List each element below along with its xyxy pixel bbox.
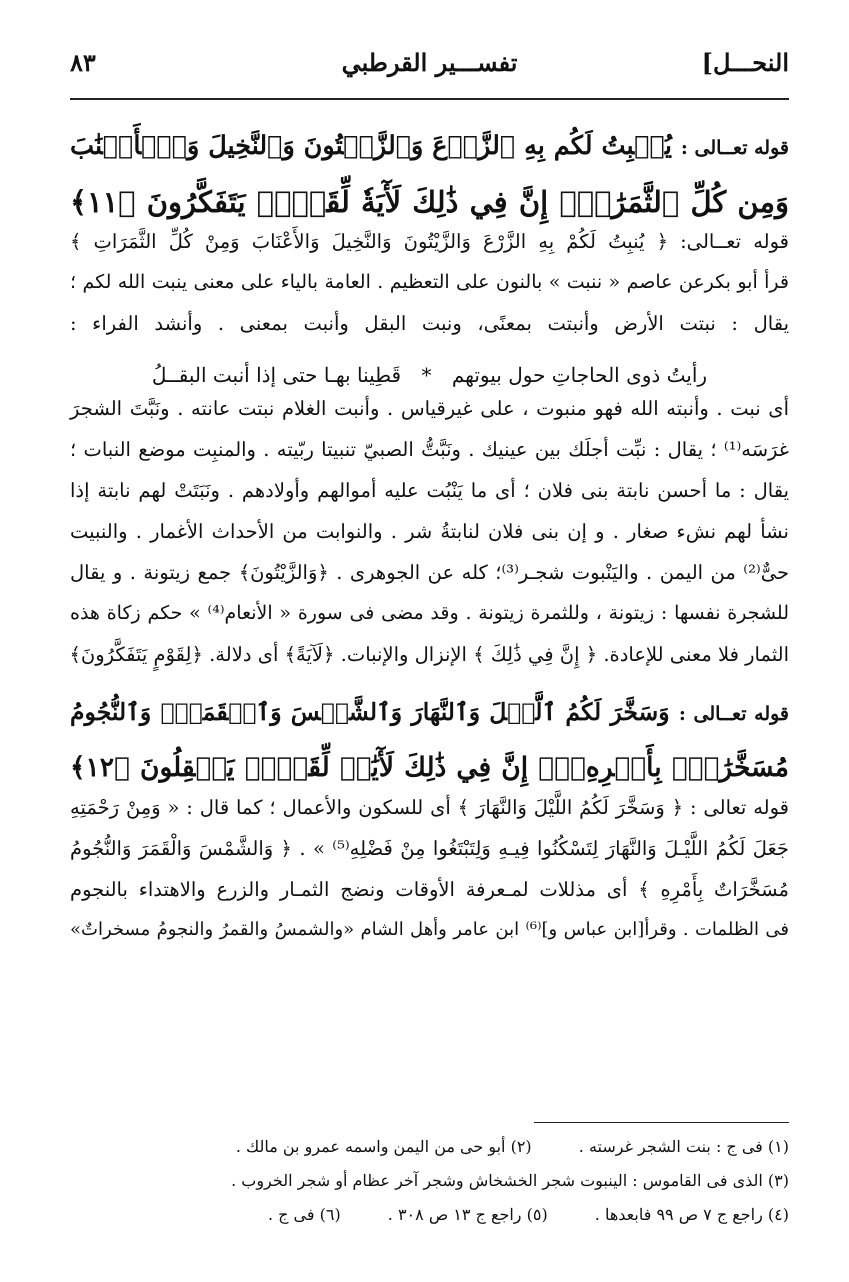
header-divider (70, 98, 789, 100)
verse-11-text-1: يُنۢبِتُ لَكُم بِهِ ٱلزَّرۡعَ وَٱلزَّيۡتُونَ وَٱلنَّخِيلَ وَٱلۡأَعۡنَٰبَ (70, 131, 672, 161)
footnote: (١) فى ج : بنت الشجر غرسته . (578, 1137, 789, 1156)
commentary-line: فى الظلمات . وقرأ[ابن عباس و]⁽⁶⁾ ابن عامر وأهل الشام «والشمسُ والقمرُ والنجومُ مسخراتٌ» (70, 919, 789, 940)
commentary-line: الثمار فلا معنى للإعادة. ﴿ إِنَّ فِي ذَٰلِكَ ﴾ الإنزال والإنبات. ﴿لَآيَةً﴾ أى دلالة. ﴿لِقَوْمٍ يَتَفَكَّرُونَ﴾ (69, 643, 789, 666)
poem-separator: * (421, 363, 432, 387)
commentary-line: يقال : نبتت الأرض وأنبتت بمعنًى، ونبت البقل وأنبت بمعنى . وأنشد الفراء : (70, 312, 789, 335)
footnote-line (130, 1164, 789, 1198)
footnote-line (130, 1198, 789, 1232)
commentary-line: مُسَخَّرَاتٌ بِأَمْرِهِ ﴾ أى مذللات لمـعرفة الأوقات ونضج الثمـار والزرع والاهتداء بالنجوم (70, 878, 789, 901)
commentary-line: جَعَلَ لَكُمُ اللَّيْـلَ وَالنَّهَارَ لِتَسْكُنُوا فِيـهِ وَلِتَبْتَغُوا مِنْ فَضْلِهِ⁽⁵⁾ » . ﴿ وَالشَّمْسَ وَالْقَمَرَ وَالنُّجُومُ (70, 837, 789, 860)
verse-12-intro: قوله تعــالى : (678, 703, 790, 725)
footnote: (٢) أبو حى من اليمن واسمه عمرو بن مالك . (235, 1137, 532, 1156)
footnote: (٤) راجع ج ٧ ص ٩٩ فابعدها . (594, 1205, 789, 1224)
footnote: (٣) الذى فى القاموس : الينبوت شجر الخشخاش وشجر آخر عظام أو شجر الخروب . (231, 1171, 789, 1190)
running-header (70, 48, 789, 88)
verse-12-line-1 (70, 684, 789, 740)
footnote: (٦) فى ج . (267, 1205, 341, 1224)
poem-second-hemistich: قَطِينا بهـا حتى إذا أنبت البقــلُ (151, 363, 402, 387)
page-body (70, 118, 789, 960)
commentary-line: قوله تعــالى: ﴿ يُنبِتُ لَكُمْ بِهِ الزَّرْعَ وَالزَّيْتُونَ وَالنَّخِيلَ وَالأَعْنَابَ وَمِنْ كُلِّ الثَّمَرَاتِ ﴾ (70, 230, 789, 253)
surah-name: النحـــل] (701, 48, 789, 77)
commentary-line: أى نبت . وأنبته الله فهو منبوت ، على غيرقياس . وأنبت الغلام نبتت عانته . ونَبَّتَ الشجرَ (70, 397, 789, 420)
book-title: تفســـير القرطبي (341, 48, 518, 77)
footnotes (130, 1130, 789, 1232)
verse-11-line-2: وَمِن كُلِّ ٱلثَّمَرَٰتِۚ إِنَّ فِي ذَٰلِكَ لَأٓيَةٗ لِّقَوۡمٖ يَتَفَكَّرُونَ ﴿١١﴾ (70, 185, 789, 219)
commentary-line: للشجرة نفسها : زيتونة ، وللثمرة زيتونة . وقد مضى فى سورة « الأنعام⁽⁴⁾ » حكم زكاة هذه (70, 602, 789, 624)
commentary-line: غرَسَه⁽¹⁾ ؛ يقال : نبِّت أجلَك بين عينيك . ونَبَّتُّ الصبيّ تنبيتا ربّيته . والمنبِت موضع النبات ؛ (70, 438, 789, 461)
verse-12-line-2: مُسَخَّرَٰتُۢ بِأَمۡرِهِۦٓۚ إِنَّ فِي ذَٰلِكَ لَأٓيَٰتٖ لِّقَوۡمٖ يَعۡقِلُونَ ﴿١٢﴾ (70, 752, 789, 783)
commentary-line: حىٌّ⁽²⁾ من اليمن . واليَنْبوت شجـر⁽³⁾؛ كله عن الجوهرى . ﴿وَالزَّيْتُونَ﴾ جمع زيتونة . و يقال (70, 561, 790, 584)
commentary-line: قرأ أبو بكرعن عاصم « ننبت » بالنون على التعظيم . العامة بالياء على معنى ينبت الله لكم ؛ (70, 271, 789, 293)
commentary-line: يقال : ما أحسن نابتة بنى فلان ؛ أى ما يَنْبُت عليه أموالهم وأولادهم . ونَبَتَتْ لهم نابتة إذا (70, 479, 789, 502)
commentary-line: قوله تعالى : ﴿ وَسَخَّرَ لَكُمُ اللَّيْلَ وَالنَّهَارَ ﴾ أى للسكون والأعمال ؛ كما قال : « وَمِنْ رَحْمَتِهِ (70, 796, 789, 819)
page-number: ٨٣ (70, 48, 96, 77)
verse-11-line-1 (70, 118, 789, 174)
poem-first-hemistich: رأيتُ ذوى الحاجاتِ حول بيوتهم (451, 363, 708, 387)
footnote-line (130, 1130, 789, 1164)
poem-verse (70, 353, 789, 397)
footnote: (٥) راجع ج ١٣ ص ٣٠٨ . (387, 1205, 548, 1224)
commentary-line: نشأ لهم نشء صغار . و إن بنى فلان لنابتةُ شر . والنوابت من الأحداث الأغمار . والنبيت (70, 520, 789, 543)
verse-11-intro: قوله تعــالى : (680, 137, 789, 159)
verse-12-text-1: وَسَخَّرَ لَكُمُ ٱلَّيۡلَ وَٱلنَّهَارَ وَٱلشَّمۡسَ وَٱلۡقَمَرَۖ وَٱلنُّجُومُ (70, 698, 670, 726)
footnote-divider (534, 1122, 789, 1123)
